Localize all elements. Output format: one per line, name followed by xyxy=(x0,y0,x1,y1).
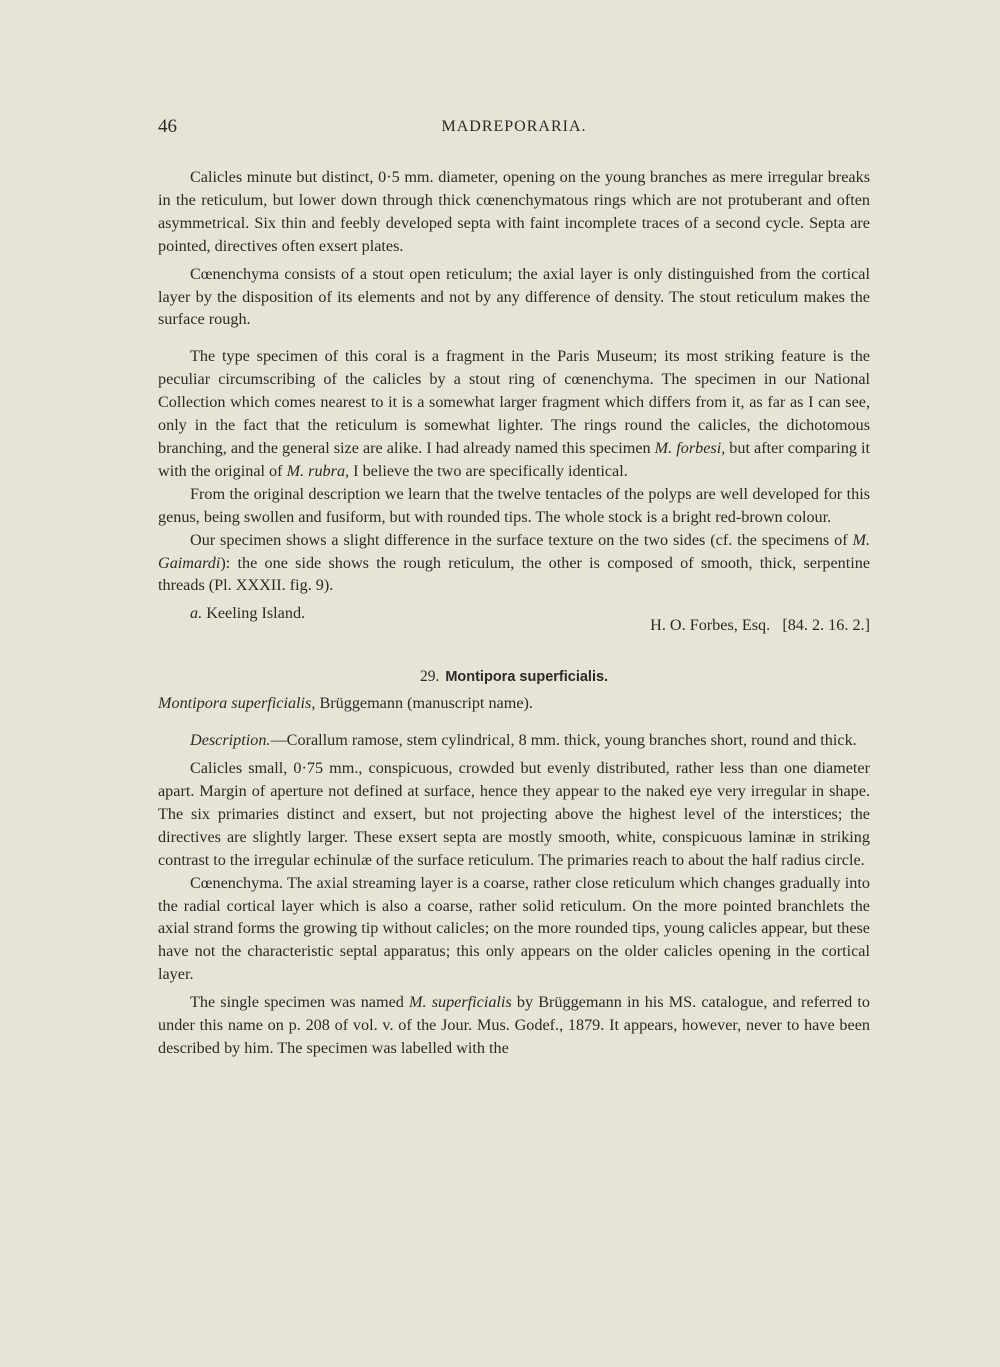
species-number: 29. xyxy=(419,668,440,686)
synonym-authority: Brüggemann (manuscript name). xyxy=(315,694,533,713)
paragraph-coenenchyma: Cœnenchyma consists of a stout open reticulum; the axial layer is only distinguished from the cortical layer by the disposition of its elements and not by any difference of density. The stout reticulum makes the surface rough. xyxy=(158,264,870,329)
synonym-name: Montipora superficialis, xyxy=(158,694,316,713)
paragraph-calicles-2: Calicles small, 0·75 mm., conspicuous, crowded but evenly distributed, rather less than one diameter apart. Margin of aperture not defined at surface, hence they appear to the naked eye very irregular in shape. The six primaries distinct and exsert, but not projecting above the highest level of the interstices; the directives are slightly larger. These exsert septa are mostly smooth, white, conspicuous laminæ in striking contrast to the irregular echinulæ of the surface reticulum. The primaries reach to about the half radius circle. xyxy=(158,759,870,869)
paragraph-description xyxy=(158,729,870,752)
specimen-entry xyxy=(158,602,870,662)
locality-text: Keeling Island. xyxy=(206,604,306,623)
paragraph-calicles: Calicles minute but distinct, 0·5 mm. diameter, opening on the young branches as mere irregular breaks in the reticulum, but lower down through thick cœnenchymatous rings which are not protuberant and often asymmetrical. Six thin and feebly developed septa with faint incomplete traces of a second cycle. Septa are pointed, directives often exsert plates. xyxy=(158,168,870,255)
page-number: 46 xyxy=(158,116,177,137)
text-run: The type specimen of this coral is a fragment in the Paris Museum; its most striking feature is the peculiar circumscribing of the calicles by a stout ring of cœnenchyma. The specimen in our National Collection which comes nearest to it is a somewhat larger fragment which differs from it, as far as I can see, only in the fact that the reticulum is somewhat lighter. The rings round the calicles, the dichotomous branching, and the general size are alike. I had already named this specimen xyxy=(158,347,870,457)
text-run: I believe the two are specifically identical. xyxy=(349,461,628,480)
paragraph-original-description: From the original description we learn that the twelve tentacles of the polyps are well developed for this genus, being swollen and fusiform, but with rounded tips. The whole stock is a bright red-brown colour. xyxy=(158,484,870,526)
species-name-italic: M. superficialis xyxy=(409,993,512,1012)
species-name: Montipora superficialis. xyxy=(445,669,609,686)
text-run: but after comparing it with the original of xyxy=(158,438,870,480)
paragraph-type-specimen xyxy=(158,345,870,482)
page-header xyxy=(158,116,870,146)
register-number: [84. 2. 16. 2.] xyxy=(782,616,870,635)
text-run: Our specimen shows a slight difference in the surface texture on the two sides (cf. the specimens of xyxy=(190,530,853,549)
specimen-letter: a. xyxy=(190,604,203,623)
running-head: MADREPORARIA. xyxy=(441,118,587,135)
paragraph-surface-texture xyxy=(158,529,870,598)
description-text: —Corallum ramose, stem cylindrical, 8 mm. thick, young branches short, round and thick. xyxy=(270,731,857,750)
species-name-italic: M. rubra, xyxy=(286,461,350,480)
text-run: The single specimen was named xyxy=(190,993,410,1012)
specimen-donor-register xyxy=(650,614,870,637)
donor-text: H. O. Forbes, Esq. xyxy=(650,616,771,635)
description-label: Description. xyxy=(190,731,271,750)
paragraph-coenenchyma-2: Cœnenchyma. The axial streaming layer is a coarse, rather close reticulum which changes gradually into the radial cortical layer which is also a coarse, rather solid reticulum. On the more pointed branchlets the axial strand forms the growing tip without calicles; on the more rounded tips, young calicles appear, but these have not the characteristic septal apparatus; this only appears on the older calicles opening in the cortical layer. xyxy=(158,873,870,984)
specimen-locality xyxy=(190,602,305,625)
text-run: by Brüggemann in his MS. catalogue, and referred to under this name on p. 208 of vol. v. of the Jour. Mus. Godef., 1879. It appears, however, never to have been described by him. The specimen was labelled with the xyxy=(158,993,870,1057)
text-run: ): the one side shows the rough reticulum, the other is composed of smooth, thick, serpentine threads (Pl. XXXII. fig. 9). xyxy=(158,553,870,595)
species-name-italic: M. forbesi, xyxy=(654,438,726,457)
synonymy-line xyxy=(158,692,870,715)
page-body xyxy=(158,166,870,1060)
paragraph-naming xyxy=(158,991,870,1060)
species-name-italic: M. Gaimardi xyxy=(158,530,870,572)
species-heading xyxy=(158,662,870,692)
